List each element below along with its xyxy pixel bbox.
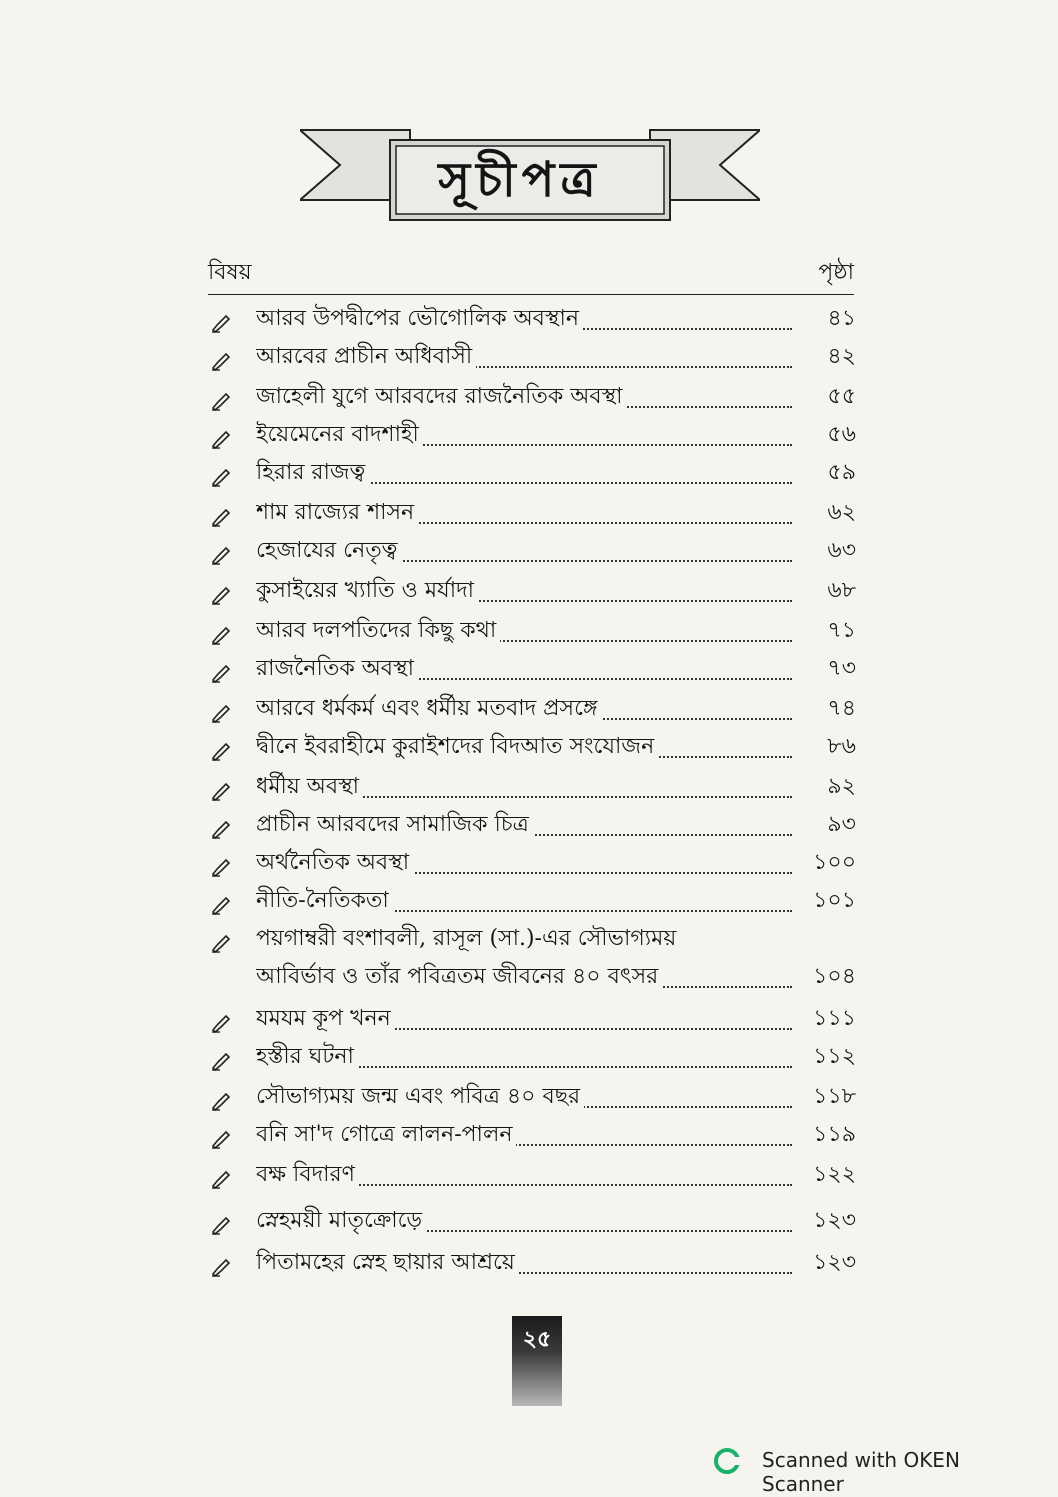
scanner-text: Scanned with OKEN Scanner	[762, 1448, 960, 1496]
entry-title-leader	[256, 652, 792, 686]
list-item	[210, 1080, 856, 1118]
entry-title-leader	[256, 1040, 792, 1074]
list-item	[210, 418, 856, 456]
entry-title-leader	[256, 418, 792, 452]
pen-bullet-icon	[210, 894, 232, 916]
column-header	[208, 262, 854, 295]
pen-bullet-icon	[210, 702, 232, 724]
pen-bullet-icon	[210, 932, 232, 954]
entry-title: সৌভাগ্যময় জন্ম এবং পবিত্র ৪০ বছর	[256, 1084, 584, 1109]
pen-bullet-icon	[210, 1128, 232, 1150]
pen-bullet-icon	[210, 1256, 232, 1278]
pen-bullet-icon	[210, 1050, 232, 1072]
pen-bullet-icon	[210, 428, 232, 450]
entry-title: যমযম কূপ খনন	[256, 1006, 395, 1031]
page-label: পৃষ্ঠা	[818, 260, 854, 285]
list-item	[210, 808, 856, 846]
entry-page: ৪১	[827, 306, 856, 331]
list-item	[210, 846, 856, 884]
list-item	[210, 652, 856, 690]
list-item	[210, 456, 856, 494]
entry-title: রাজনৈতিক অবস্থা	[256, 656, 418, 681]
entry-page: ১০৪	[813, 964, 856, 989]
title-banner	[300, 120, 760, 230]
entry-title-leader	[256, 614, 792, 648]
entry-page: ১১১	[813, 1006, 856, 1031]
entry-page: ৭৪	[827, 696, 856, 721]
pen-bullet-icon	[210, 624, 232, 646]
entry-title: পিতামহের স্নেহ ছায়ার আশ্রয়ে	[256, 1250, 519, 1275]
entry-title-leader	[256, 1002, 792, 1036]
entry-title: আরবে ধর্মকর্ম এবং ধর্মীয় মতবাদ প্রসঙ্গে	[256, 696, 602, 721]
entry-title-leader	[256, 808, 792, 842]
list-item	[210, 960, 856, 998]
entry-title-leader	[256, 1204, 792, 1238]
entry-title: স্নেহময়ী মাতৃক্রোড়ে	[256, 1208, 426, 1233]
list-item	[210, 534, 856, 572]
pen-bullet-icon	[210, 740, 232, 762]
pen-bullet-icon	[210, 312, 232, 334]
entry-page: ১১৮	[813, 1084, 856, 1109]
entry-title: বনি সা'দ গোত্রে লালন-পালন	[256, 1122, 516, 1147]
entry-title: আরবের প্রাচীন অধিবাসী	[256, 344, 476, 369]
list-item	[210, 1040, 856, 1078]
entry-page: ৬৮	[827, 578, 856, 603]
pen-bullet-icon	[210, 1012, 232, 1034]
entry-title-leader	[256, 1118, 792, 1152]
entry-page: ১০০	[813, 850, 856, 875]
entry-title: হিরার রাজত্ব	[256, 460, 369, 485]
list-item	[210, 380, 856, 418]
entry-page: ৬২	[827, 500, 856, 525]
pen-bullet-icon	[210, 1214, 232, 1236]
entry-page: ৬৩	[827, 538, 856, 563]
pen-bullet-icon	[210, 662, 232, 684]
entry-title-leader	[256, 846, 792, 880]
page-number-tab	[512, 1316, 562, 1406]
entry-title: বক্ষ বিদারণ	[256, 1162, 359, 1187]
entry-page: ৭১	[827, 618, 856, 643]
list-item	[210, 1246, 856, 1284]
entry-title-leader	[256, 302, 792, 336]
entry-title: প্রাচীন আরবদের সামাজিক চিত্র	[256, 812, 533, 837]
list-item	[210, 340, 856, 378]
list-item	[210, 1118, 856, 1156]
list-item	[210, 1158, 856, 1196]
list-item	[210, 730, 856, 768]
list-item	[210, 302, 856, 340]
entry-page: ১১৯	[813, 1122, 856, 1147]
entry-title-line: পয়গাম্বরী বংশাবলী, রাসূল (সা.)-এর সৌভাগ্যময়	[256, 926, 677, 951]
entry-page: ৮৬	[827, 734, 856, 759]
scanner-logo-icon	[714, 1448, 740, 1474]
pen-bullet-icon	[210, 544, 232, 566]
entry-title: কুসাইয়ের খ্যাতি ও মর্যাদা	[256, 578, 478, 603]
pen-bullet-icon	[210, 584, 232, 606]
entry-title-leader	[256, 884, 792, 918]
entry-title: নীতি-নৈতিকতা	[256, 888, 393, 913]
entry-title-leader	[256, 574, 792, 608]
list-item	[210, 1204, 856, 1242]
entry-title-leader	[256, 770, 792, 804]
entry-title-leader	[256, 1080, 792, 1114]
entry-title-leader	[256, 534, 792, 568]
entry-title: আরব দলপতিদের কিছু কথা	[256, 618, 500, 643]
pen-bullet-icon	[210, 466, 232, 488]
list-item	[210, 1002, 856, 1040]
entry-page: ৪২	[827, 344, 856, 369]
entry-title: শাম রাজ্যের শাসন	[256, 500, 418, 525]
entry-title-leader	[256, 960, 792, 994]
entry-page: ১২৩	[813, 1208, 856, 1233]
entry-page: ১০১	[813, 888, 856, 913]
entry-title: ধর্মীয় অবস্থা	[256, 774, 363, 799]
entry-title-leader	[256, 496, 792, 530]
list-item	[210, 922, 856, 960]
pen-bullet-icon	[210, 350, 232, 372]
list-item	[210, 574, 856, 612]
entry-title: জাহেলী যুগে আরবদের রাজনৈতিক অবস্থা	[256, 384, 627, 409]
pen-bullet-icon	[210, 1168, 232, 1190]
pen-bullet-icon	[210, 506, 232, 528]
entry-title-leader	[256, 692, 792, 726]
entry-title-leader	[256, 1158, 792, 1192]
entry-title-leader	[256, 1246, 792, 1280]
pen-bullet-icon	[210, 1090, 232, 1112]
entry-title: আবির্ভাব ও তাঁর পবিত্রতম জীবনের ৪০ বৎসর	[256, 964, 662, 989]
entry-title: অর্থনৈতিক অবস্থা	[256, 850, 413, 875]
entry-title: আরব উপদ্বীপের ভৌগোলিক অবস্থান	[256, 306, 583, 331]
toc-title: সূচীপত্র	[438, 152, 602, 208]
entry-title-leader	[256, 456, 792, 490]
entry-page: ১২২	[813, 1162, 856, 1187]
entry-title: হস্তীর ঘটনা	[256, 1044, 358, 1069]
entry-page: ১১২	[813, 1044, 856, 1069]
pen-bullet-icon	[210, 390, 232, 412]
entry-page: ৯৩	[827, 812, 856, 837]
entry-title: দ্বীনে ইবরাহীমে কুরাইশদের বিদআত সংযোজন	[256, 734, 658, 759]
entry-page: ৭৩	[827, 656, 856, 681]
entry-title: ইয়েমেনের বাদশাহী	[256, 422, 423, 447]
entry-page: ৫৫	[827, 384, 856, 409]
scanner-watermark	[714, 1444, 1044, 1496]
entry-title: হেজাযের নেতৃত্ব	[256, 538, 401, 563]
subject-label: বিষয়	[208, 260, 252, 285]
list-item	[210, 692, 856, 730]
entry-page: ৫৬	[827, 422, 856, 447]
list-item	[210, 884, 856, 922]
list-item	[210, 614, 856, 652]
page-number: ২৫	[522, 1326, 552, 1352]
pen-bullet-icon	[210, 818, 232, 840]
entry-title-leader	[256, 730, 792, 764]
entry-title-leader	[256, 340, 792, 374]
list-item	[210, 770, 856, 808]
entry-page: ৫৯	[827, 460, 856, 485]
entry-page: ১২৩	[813, 1250, 856, 1275]
entry-page: ৯২	[827, 774, 856, 799]
pen-bullet-icon	[210, 856, 232, 878]
entry-title-leader	[256, 380, 792, 414]
list-item	[210, 496, 856, 534]
pen-bullet-icon	[210, 780, 232, 802]
